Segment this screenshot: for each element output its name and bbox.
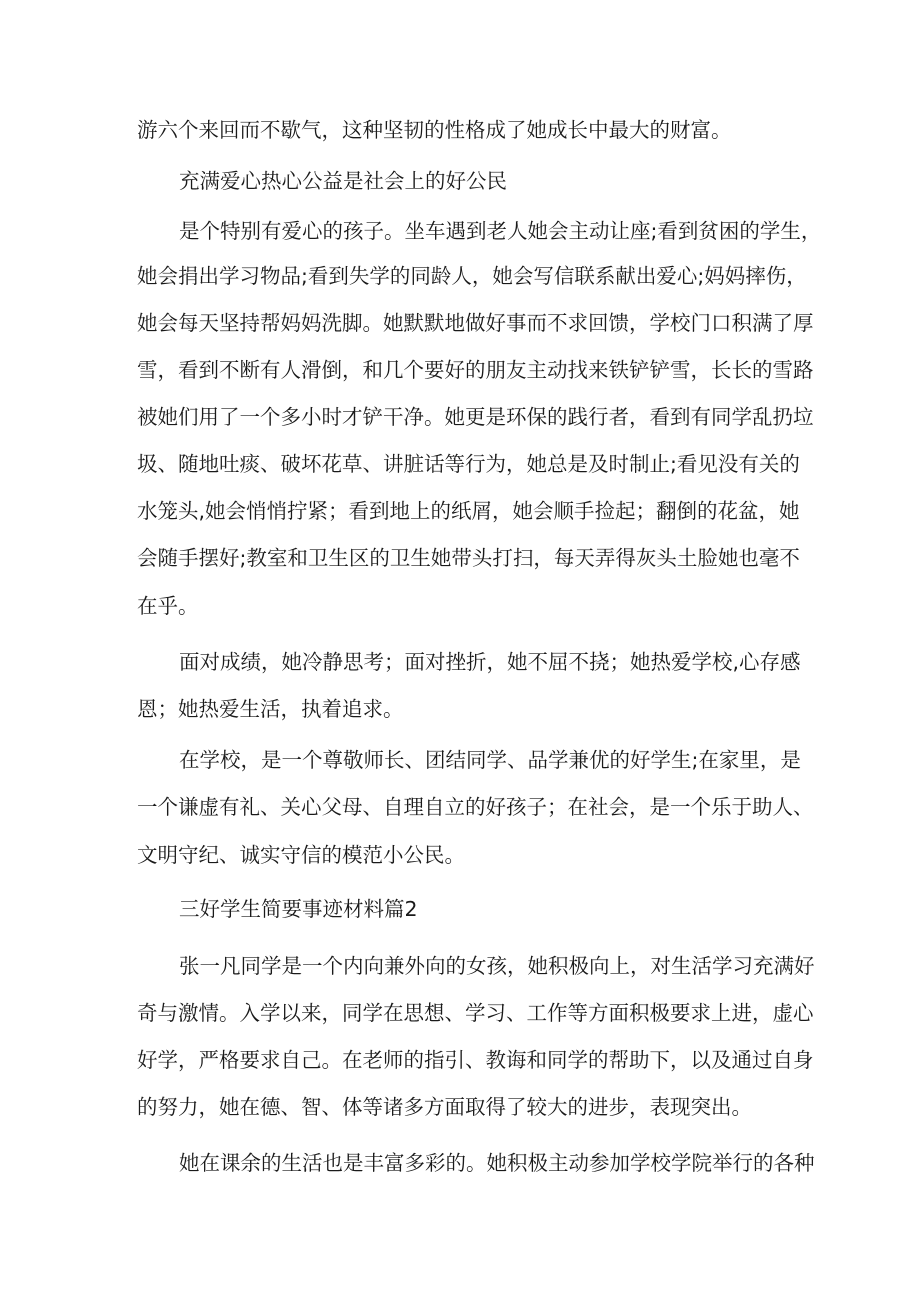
section-heading: 充满爱心热心公益是社会上的好公民: [179, 169, 507, 193]
text-line: 她在课余的生活也是丰富多彩的。她积极主动参加学校学院举行的各种: [179, 1151, 815, 1175]
text-line: 张一凡同学是一个内向兼外向的女孩，她积极向上，对生活学习充满好: [179, 954, 815, 978]
text-line: 在学校，是一个尊敬师长、团结同学、品学兼优的好学生;在家里，是: [179, 748, 801, 772]
text-line: 好学，严格要求自己。在老师的指引、教诲和同学的帮助下，以及通过自身: [137, 1048, 814, 1072]
text-line: 圾、随地吐痰、破坏花草、讲脏话等行为，她总是及时制止;看见没有关的: [137, 452, 800, 476]
text-line: 恩；她热爱生活，执着追求。: [137, 697, 404, 721]
text-line: 被她们用了一个多小时才铲干净。她更是环保的践行者，看到有同学乱扔垃: [137, 405, 814, 429]
text-line: 会随手摆好;教室和卫生区的卫生她带头打扫，每天弄得灰头土脸她也毫不: [137, 546, 800, 570]
text-line: 她会捐出学习物品;看到失学的同龄人，她会写信联系献出爱心;妈妈摔伤，: [137, 264, 807, 288]
text-line: 在乎。: [137, 594, 199, 618]
text-line: 水笼头,她会悄悄拧紧；看到地上的纸屑，她会顺手捡起；翻倒的花盆，她: [137, 499, 800, 523]
text-line: 她会每天坚持帮妈妈洗脚。她默默地做好事而不求回馈，学校门口积满了厚: [137, 311, 814, 335]
text-line: 的努力，她在德、智、体等诸多方面取得了较大的进步，表现突出。: [137, 1095, 752, 1119]
text-line: 是个特别有爱心的孩子。坐车遇到老人她会主动让座;看到贫困的学生，: [179, 219, 822, 243]
text-line: 奇与激情。入学以来，同学在思想、学习、工作等方面积极要求上进，虚心: [137, 1001, 814, 1025]
section-heading: 三好学生简要事迹材料篇2: [179, 897, 418, 921]
text-line: 雪，看到不断有人滑倒，和几个要好的朋友主动找来铁铲铲雪，长长的雪路: [137, 358, 814, 382]
text-line: 面对成绩，她冷静思考；面对挫折，她不屈不挠；她热爱学校,心存感: [179, 650, 801, 674]
text-line: 一个谦虚有礼、关心父母、自理自立的好孩子；在社会，是一个乐于助人、: [137, 795, 814, 819]
text-line: 游六个来回而不歇气，这种坚韧的性格成了她成长中最大的财富。: [137, 118, 732, 142]
text-line: 文明守纪、诚实守信的模范小公民。: [137, 843, 465, 867]
